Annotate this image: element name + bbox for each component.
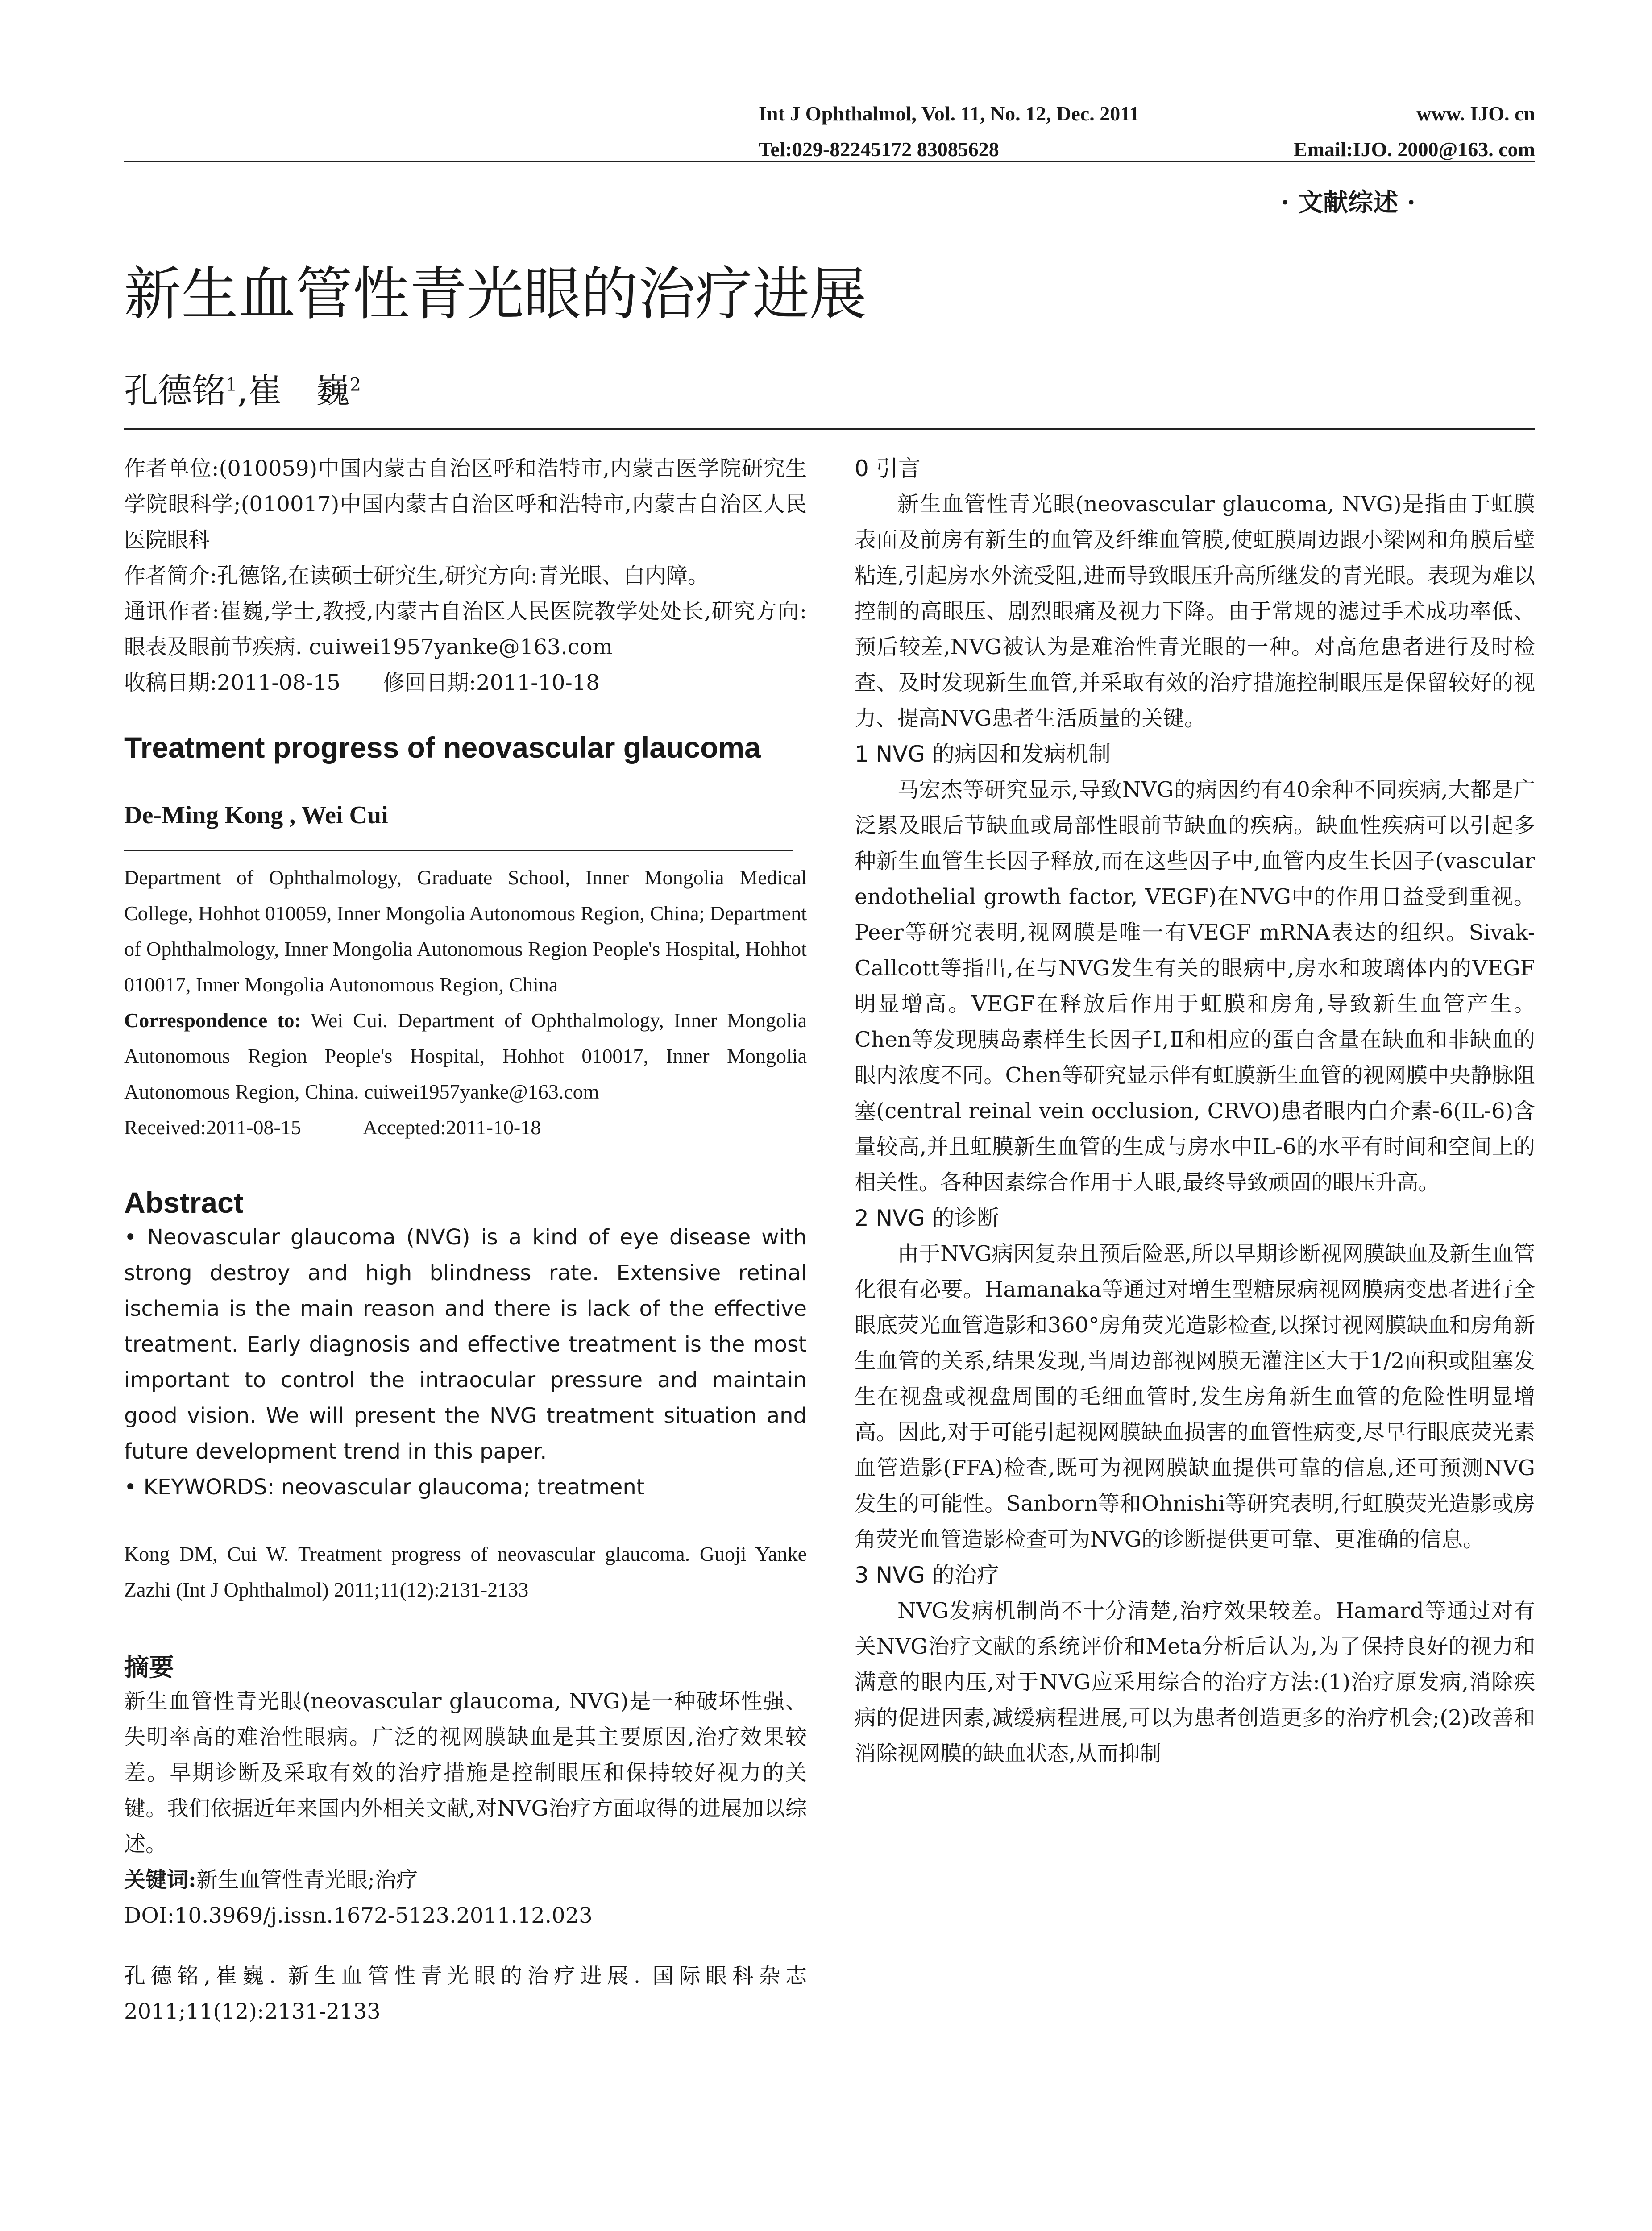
correspondence-label: Correspondence to: (124, 1009, 301, 1032)
section-body-etiology: 马宏杰等研究显示,导致NVG的病因约有40余种不同疾病,大都是广泛累及眼后节缺血或局部性眼前节缺血的疾病。缺血性疾病可以引起多种新生血管生长因子释放,而在这些因子中,血管内皮生长因子(vascular endothelial growth factor, VEGF)在NVG中的作用日益受到重视。Peer等研究表明,视网膜是唯一有VEGF mRNA表达的组织。Sivak-Callcott等指出,在与NVG发生有关的眼病中,房水和玻璃体内的VEGF明显增高。VEGF在释放后作用于虹膜和房角,导致新生血管产生。Chen等发现胰岛素样生长因子Ⅰ,Ⅱ和相应的蛋白含量在缺血和非缺血的眼内浓度不同。Chen等研究显示伴有虹膜新生血管的视网膜中央静脉阻塞(central reinal vein occlusion, CRVO)患者眼内白介素-6(IL-6)含量较高,并且虹膜新生血管的生成与房水中IL-6的水平有时间和空间上的相关性。各种因素综合作用于人眼,最终导致顽固的眼压升高。 (855, 777, 1535, 1195)
section-heading-intro: 0 引言 (855, 456, 921, 481)
running-header (759, 96, 1535, 167)
keywords-value: 新生血管性青光眼;治疗 (196, 1867, 418, 1892)
section-body-diagnosis: 由于NVG病因复杂且预后险恶,所以早期诊断视网膜缺血及新生血管化很有必要。Hamanaka等通过对增生型糖尿病视网膜病变患者进行全眼底荧光血管造影和360°房角荧光造影检查,以探讨视网膜缺血和房角新生血管的关系,结果发现,当周边部视网膜无灌注区大于1/2面积或阻塞发生在视盘或视盘周围的毛细血管时,发生房角新生血管的危险性明显增高。因此,对于可能引起视网膜缺血损害的血管性病变,尽早行眼底荧光素血管造影(FFA)检查,既可为视网膜缺血提供可靠的信息,还可预测NVG发生的可能性。Sanborn等和Ohnishi等研究表明,行虹膜荧光造影或房角荧光血管造影检查可为NVG的诊断提供更可靠、更准确的信息。 (855, 1241, 1535, 1552)
keywords-label: 关键词: (124, 1867, 196, 1892)
section-heading-etiology: 1 NVG 的病因和发病机制 (855, 741, 1111, 767)
section-tag: · 文献综述 · (1281, 188, 1415, 217)
english-title: Treatment progress of neovascular glaucoma (124, 731, 761, 764)
article-title: 新生血管性青光眼的治疗进展 (124, 261, 867, 328)
section-heading-diagnosis: 2 NVG 的诊断 (855, 1205, 999, 1231)
author-separator: , (237, 371, 248, 411)
english-authors-rule (124, 850, 793, 851)
journal-email[interactable]: Email:IJO. 2000@163. com (1293, 138, 1535, 161)
author-affil-1: 1 (226, 374, 237, 395)
author-line (124, 364, 361, 412)
received-date-zh: 收稿日期:2011-08-15 修回日期:2011-10-18 (124, 670, 600, 695)
header-rule (124, 161, 1535, 162)
section-heading-treatment: 3 NVG 的治疗 (855, 1562, 999, 1588)
keywords-chinese (124, 1862, 807, 1898)
author-rule (124, 428, 1535, 430)
journal-issue: Int J Ophthalmol, Vol. 11, No. 12, Dec. 2011 (759, 102, 1140, 125)
doi[interactable]: DOI:10.3969/j.issn.1672-5123.2011.12.023 (124, 1903, 593, 1928)
abstract-heading: Abstract (124, 1186, 244, 1219)
section-body-intro: 新生血管性青光眼(neovascular glaucoma, NVG)是指由于虹膜表面及前房有新生的血管及纤维血管膜,使虹膜周边跟小梁网和角膜后壁粘连,引起房水外流受阻,进而导致眼压升高所继发的青光眼。表现为难以控制的高眼压、剧烈眼痛及视力下降。由于常规的滤过手术成功率低、预后较差,NVG被认为是难治性青光眼的一种。对高危患者进行及时检查、及时发现新生血管,并采取有效的治疗措施控制眼压是保留较好的视力、提高NVG患者生活质量的关键。 (855, 492, 1535, 731)
author-name-1: 孔德铭 (124, 371, 226, 411)
english-correspondence (124, 1003, 807, 1110)
keywords-english: • KEYWORDS: neovascular glaucoma; treatment (124, 1475, 645, 1500)
author-affil-2: 2 (349, 374, 361, 395)
english-authors: De-Ming Kong , Wei Cui (124, 801, 388, 829)
english-received-date: Received:2011-08-15 Accepted:2011-10-18 (124, 1116, 541, 1139)
citation-chinese: 孔德铭,崔巍. 新生血管性青光眼的治疗进展. 国际眼科杂志 2011;11(12):2131-2133 (124, 1963, 807, 2024)
correspondence-zh: 通讯作者:崔巍,学士,教授,内蒙古自治区人民医院教学处处长,研究方向:眼表及眼前节疾病. cuiwei1957yanke@163.com (124, 599, 807, 659)
section-body-treatment: NVG发病机制尚不十分清楚,治疗效果较差。Hamard等通过对有关NVG治疗文献的系统评价和Meta分析后认为,为了保持良好的视力和满意的眼内压,对于NVG应采用综合的治疗方法:(1)治疗原发病,消除疾病的促进因素,减缓病程进展,可以为患者创造更多的治疗机会;(2)改善和消除视网膜的缺血状态,从而抑制 (855, 1598, 1535, 1766)
correspondence-text: Wei Cui. Department of Ophthalmology, Inner Mongolia Autonomous Region People's Hospital, Hohhot 010017, Inner Mongolia Autonomous Region, China. cuiwei1957yanke@163.com (124, 1009, 807, 1103)
left-column (124, 451, 807, 2029)
summary-heading: 摘要 (124, 1653, 174, 1682)
citation-english: Kong DM, Cui W. Treatment progress of neovascular glaucoma. Guoji Yanke Zazhi (Int J Ophthalmol) 2011;11(12):2131-2133 (124, 1543, 807, 1601)
author-name-2: 崔 巍 (248, 371, 350, 411)
journal-website[interactable]: www. IJO. cn (1416, 102, 1535, 125)
right-column (855, 451, 1535, 1771)
author-bio-zh: 作者简介:孔德铭,在读硕士研究生,研究方向:青光眼、白内障。 (124, 563, 709, 588)
abstract-text: • Neovascular glaucoma (NVG) is a kind of eye disease with strong destroy and high blindness rate. Extensive retinal ischemia is the main reason and there is lack of the effective treatment. Early diagnosis and effective treatment is the most important to control the intraocular pressure and maintain good vision. We will present the NVG treatment situation and future development trend in this paper. (124, 1225, 807, 1464)
affiliation-zh: 作者单位:(010059)中国内蒙古自治区呼和浩特市,内蒙古医学院研究生学院眼科学;(010017)中国内蒙古自治区呼和浩特市,内蒙古自治区人民医院眼科 (124, 456, 807, 552)
summary-text: 新生血管性青光眼(neovascular glaucoma, NVG)是一种破坏性强、失明率高的难治性眼病。广泛的视网膜缺血是其主要原因,治疗效果较差。早期诊断及采取有效的治疗措施是控制眼压和保持较好视力的关键。我们依据近年来国内外相关文献,对NVG治疗方面取得的进展加以综述。 (124, 1689, 807, 1857)
journal-tel: Tel:029-82245172 83085628 (759, 138, 999, 161)
english-affiliation: Department of Ophthalmology, Graduate School, Inner Mongolia Medical College, Hohhot 010059, Inner Mongolia Autonomous Region, China; Department of Ophthalmology, Inner Mongolia Autonomous Region People's Hospital, Hohhot 010017, Inner Mongolia Autonomous Region, China (124, 866, 807, 996)
